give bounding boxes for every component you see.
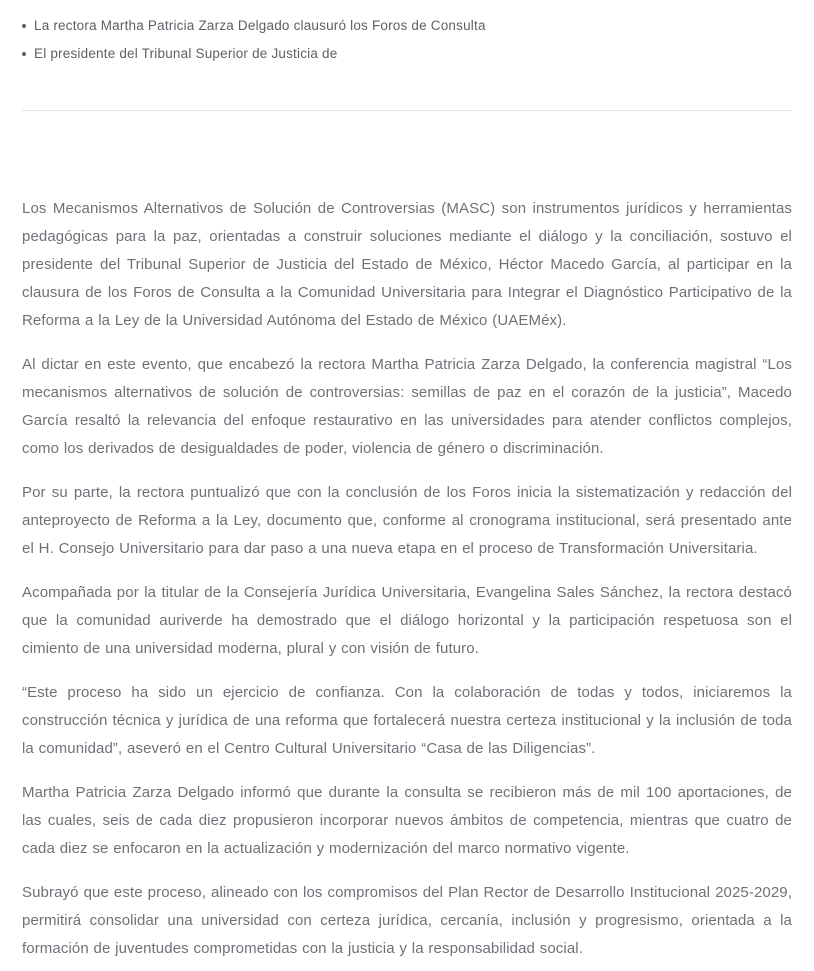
bullet-icon (22, 24, 26, 28)
bullet-icon (22, 52, 26, 56)
paragraph: Acompañada por la titular de la Consejería Jurídica Universitaria, Evangelina Sales Sánchez, la rectora destacó que la comunidad auriverde ha demostrado que el diálogo horizontal y la participación respetuosa son el cimiento de una universidad moderna, plural y con visión de futuro. (22, 584, 792, 657)
paragraph: Martha Patricia Zarza Delgado informó que durante la consulta se recibieron más de mil 100 aportaciones, de las cuales, seis de cada diez propusieron incorporar nuevos ámbitos de competencia, mientras que cuatro de cada diez se enfocaron en la actualización y modernización del marco normativo vigente. (22, 784, 792, 857)
list-item (22, 12, 792, 40)
divider (22, 110, 792, 111)
list-item (22, 40, 792, 68)
article-body (22, 195, 792, 963)
summary-bullet-list (22, 12, 792, 68)
paragraph: Subrayó que este proceso, alineado con los compromisos del Plan Rector de Desarrollo Institucional 2025-2029, permitirá consolidar una universidad con certeza jurídica, cercanía, inclusión y progresismo, orientada a la formación de juventudes comprometidas con la justicia y la responsabilidad social. (22, 884, 792, 957)
paragraph: Los Mecanismos Alternativos de Solución de Controversias (MASC) son instrumentos jurídicos y herramientas pedagógicas para la paz, orientadas a construir soluciones mediante el diálogo y la conciliación, sostuvo el presidente del Tribunal Superior de Justicia del Estado de México, Héctor Macedo García, al participar en la clausura de los Foros de Consulta a la Comunidad Universitaria para Integrar el Diagnóstico Participativo de la Reforma a la Ley de la Universidad Autónoma del Estado de México (UAEMéx). (22, 200, 792, 329)
bullet-text: El presidente del Tribunal Superior de Justicia de (34, 46, 338, 61)
bullet-text: La rectora Martha Patricia Zarza Delgado clausuró los Foros de Consulta (34, 18, 486, 33)
paragraph: “Este proceso ha sido un ejercicio de confianza. Con la colaboración de todas y todos, iniciaremos la construcción técnica y jurídica de una reforma que fortalecerá nuestra certeza institucional y la inclusión de toda la comunidad”, aseveró en el Centro Cultural Universitario “Casa de las Diligencias”. (22, 684, 792, 757)
paragraph: Al dictar en este evento, que encabezó la rectora Martha Patricia Zarza Delgado, la conferencia magistral “Los mecanismos alternativos de solución de controversias: semillas de paz en el corazón de la justicia”, Macedo García resaltó la relevancia del enfoque restaurativo en las universidades para atender conflictos complejos, como los derivados de desigualdades de poder, violencia de género o discriminación. (22, 356, 792, 457)
paragraph: Por su parte, la rectora puntualizó que con la conclusión de los Foros inicia la sistematización y redacción del anteproyecto de Reforma a la Ley, documento que, conforme al cronograma institucional, será presentado ante el H. Consejo Universitario para dar paso a una nueva etapa en el proceso de Transformación Universitaria. (22, 484, 792, 557)
